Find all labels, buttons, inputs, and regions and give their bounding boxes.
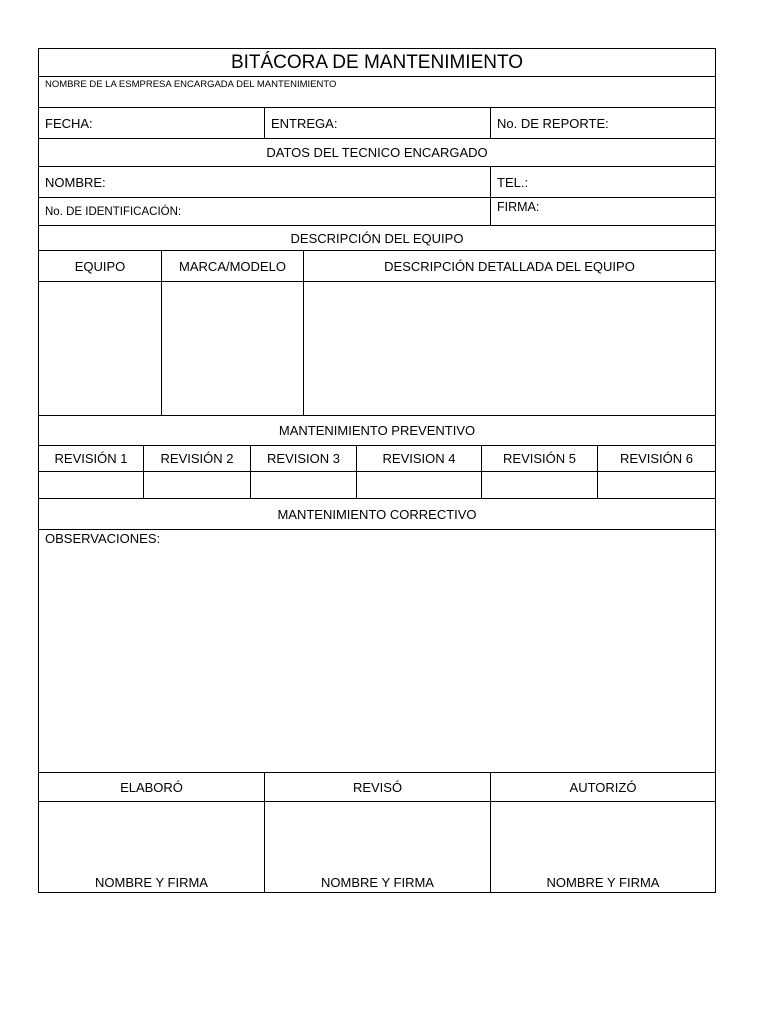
autorizo-signature-box[interactable] — [491, 802, 715, 892]
equipo-header: EQUIPO — [39, 251, 162, 281]
signature-box-row — [38, 802, 716, 893]
equipo-header-row — [38, 251, 716, 282]
firma-field[interactable]: FIRMA: — [497, 200, 540, 214]
elaboro-signature-box[interactable] — [39, 802, 265, 892]
revision-6-header: REVISIÓN 6 — [620, 451, 693, 466]
tecnico-section-row — [38, 139, 716, 167]
autorizo-caption: NOMBRE Y FIRMA — [546, 875, 660, 890]
observaciones-field[interactable]: OBSERVACIONES: — [45, 531, 161, 546]
company-row — [38, 77, 716, 108]
preventivo-section-row — [38, 416, 716, 446]
correctivo-section-heading: MANTENIMIENTO CORRECTIVO — [277, 506, 477, 522]
marca-modelo-header: MARCA/MODELO — [162, 251, 304, 281]
reporte-field[interactable]: No. DE REPORTE: — [497, 115, 609, 131]
fecha-field[interactable]: FECHA: — [39, 108, 265, 138]
equipo-input[interactable] — [39, 282, 162, 415]
observaciones-row — [38, 530, 716, 773]
revision-1-input[interactable] — [39, 472, 144, 498]
revision-5-header: REVISIÓN 5 — [482, 446, 598, 471]
equipo-body-row — [38, 282, 716, 416]
descripcion-detallada-header: DESCRIPCIÓN DETALLADA DEL EQUIPO — [384, 258, 635, 274]
maintenance-log-form — [38, 48, 716, 893]
marca-modelo-input[interactable] — [162, 282, 304, 415]
revision-3-input[interactable] — [251, 472, 357, 498]
descripcion-detallada-input[interactable] — [304, 282, 715, 415]
tel-field[interactable]: TEL.: — [497, 174, 529, 190]
reviso-header: REVISÓ — [265, 773, 491, 801]
revision-3-header: REVISION 3 — [251, 446, 357, 471]
reviso-signature-box[interactable] — [265, 802, 491, 892]
signature-header-row — [38, 773, 716, 802]
form-title: BITÁCORA DE MANTENIMIENTO — [230, 51, 524, 73]
revisiones-input-row — [38, 472, 716, 499]
nombre-row — [38, 167, 716, 198]
autorizo-header: AUTORIZÓ — [569, 779, 637, 795]
revision-2-input[interactable] — [144, 472, 251, 498]
id-row — [38, 198, 716, 226]
revision-4-header: REVISION 4 — [357, 446, 482, 471]
equipo-section-heading: DESCRIPCIÓN DEL EQUIPO — [290, 230, 464, 246]
revisiones-header-row — [38, 446, 716, 472]
tecnico-section-heading: DATOS DEL TECNICO ENCARGADO — [266, 145, 488, 160]
revision-6-input[interactable] — [598, 472, 715, 498]
correctivo-section-row — [38, 499, 716, 530]
entrega-field[interactable]: ENTREGA: — [265, 108, 491, 138]
preventivo-section-heading: MANTENIMIENTO PREVENTIVO — [278, 423, 476, 438]
equipo-section-row — [38, 226, 716, 251]
title-row — [38, 48, 716, 77]
date-row — [38, 108, 716, 139]
revision-2-header: REVISIÓN 2 — [144, 446, 251, 471]
elaboro-header: ELABORÓ — [39, 773, 265, 801]
company-name-field[interactable]: NOMBRE DE LA ESMPRESA ENCARGADA DEL MANTENIMIENTO — [45, 79, 337, 90]
nombre-field[interactable]: NOMBRE: — [39, 167, 491, 197]
revision-4-input[interactable] — [357, 472, 482, 498]
reviso-caption: NOMBRE Y FIRMA — [321, 875, 434, 890]
revision-1-header: REVISIÓN 1 — [39, 446, 144, 471]
elaboro-caption: NOMBRE Y FIRMA — [95, 875, 208, 890]
identificacion-field[interactable]: No. DE IDENTIFICACIÓN: — [39, 198, 491, 225]
revision-5-input[interactable] — [482, 472, 598, 498]
